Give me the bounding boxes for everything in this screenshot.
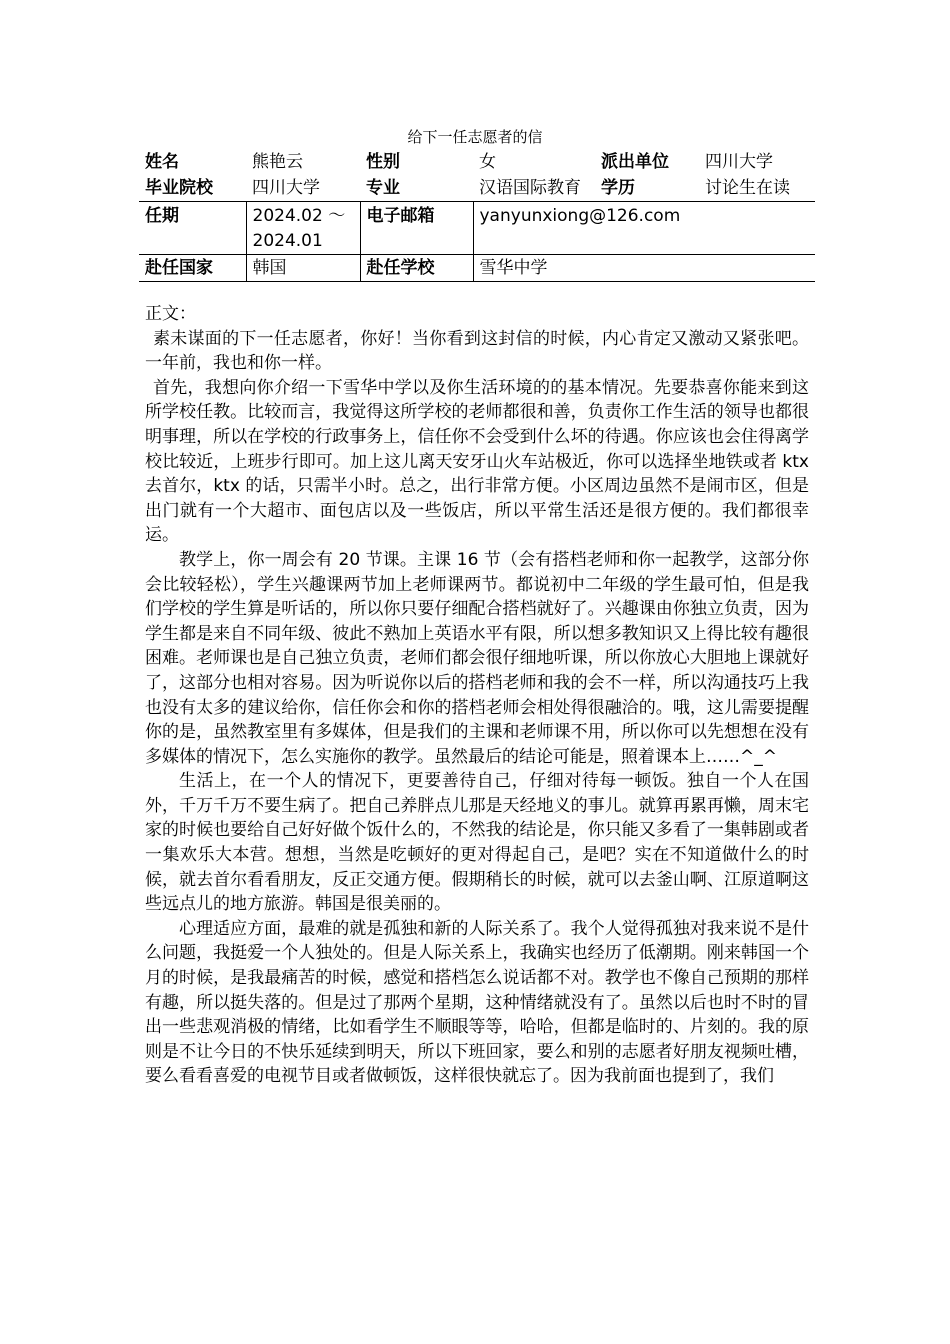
info-row-4: [139, 255, 815, 282]
name-value: 熊艳云: [252, 152, 303, 172]
letter-body: [145, 302, 809, 1089]
major-value: 汉语国际教育: [473, 175, 595, 202]
email-value: yanyunxiong@126.com: [473, 202, 815, 255]
info-row-1: [139, 149, 815, 175]
paragraph-greeting: 素未谋面的下一任志愿者，你好！当你看到这封信的时候，内心肯定又激动又紧张吧。一年前，我也和你一样。: [145, 328, 809, 374]
major-label: 专业: [360, 175, 473, 202]
paragraph-environment: 首先，我想向你介绍一下雪华中学以及你生活环境的的基本情况。先要恭喜你能来到这所学校任教。比较而言，我觉得这所学校的老师都很和善，负责你工作生活的领导也都很明事理，所以在学校的行政事务上，信任你不会受到什么坏的待遇。你应该也会住得离学校比较近，上班步行即可。加上这儿离天安牙山火车站极近，你可以选择坐地铁或者 ktx 去首尔，ktx 的话，只需半小时。总之，出行非常方便。小区周边虽然不是闹市区，但是出门就有一个大超市、面包店以及一些饭店，所以平常生活还是很方便的。我们都很幸运。: [145, 377, 809, 546]
gender-label: 性别: [366, 152, 400, 172]
country-label: 赴任国家: [139, 255, 246, 282]
term-start: 2024.02 ～: [252, 206, 346, 226]
post-school-value: 雪华中学: [473, 255, 815, 282]
gender-value: 女: [479, 152, 496, 172]
email-label: 电子邮箱: [360, 202, 473, 255]
school-value: 四川大学: [246, 175, 360, 202]
paragraph-life: 生活上，在一个人的情况下，更要善待自己，仔细对待每一顿饭。独自一个人在国外，千万千万不要生病了。把自己养胖点儿那是天经地义的事儿。就算再累再懒，周末宅家的时候也要给自己好好做个饭什么的，不然我的结论是，你只能又多看了一集韩剧或者一集欢乐大本营。想想，当然是吃顿好的更对得起自己，是吧？实在不知道做什么的时候，就去首尔看看朋友，反正交通方便。假期稍长的时候，就可以去釜山啊、江原道啊这些远点儿的地方旅游。韩国是很美丽的。: [145, 771, 809, 915]
info-row-3: [139, 202, 815, 255]
school-label: 毕业院校: [139, 175, 246, 202]
body-label: 正文：: [145, 304, 196, 324]
unit-value: 四川大学: [705, 152, 773, 172]
degree-value: 讨论生在读: [699, 175, 815, 202]
unit-label: 派出单位: [601, 152, 669, 172]
term-end: 2024.01: [252, 231, 323, 251]
volunteer-info-table: [139, 149, 815, 282]
letter-title: 给下一任志愿者的信: [407, 128, 543, 146]
post-school-label: 赴任学校: [360, 255, 473, 282]
paragraph-psychology: 心理适应方面，最难的就是孤独和新的人际关系了。我个人觉得孤独对我来说不是什么问题，我挺爱一个人独处的。但是人际关系上，我确实也经历了低潮期。刚来韩国一个月的时候，是我最痛苦的时候，感觉和搭档怎么说话都不对。教学也不像自己预期的那样有趣，所以挺失落的。但是过了那两个星期，这种情绪就没有了。虽然以后也时不时的冒出一些悲观消极的情绪，比如看学生不顺眼等等，哈哈，但都是临时的、片刻的。我的原则是不让今日的不快乐延续到明天，所以下班回家，要么和别的志愿者好朋友视频吐槽，要么看看喜爱的电视节目或者做顿饭，这样很快就忘了。因为我前面也提到了，我们: [145, 918, 809, 1087]
name-label: 姓名: [145, 152, 179, 172]
country-value: 韩国: [246, 255, 360, 282]
paragraph-teaching: 教学上，你一周会有 20 节课。主课 16 节（会有搭档老师和你一起教学，这部分你会比较轻松），学生兴趣课两节加上老师课两节。都说初中二年级的学生最可怕，但是我们学校的学生算是听话的，所以你只要仔细配合搭档就好了。兴趣课由你独立负责，因为学生都是来自不同年级、彼此不熟加上英语水平有限，所以想多教知识又上得比较有趣很困难。老师课也是自己独立负责，老师们都会很仔细地听课，所以你放心大胆地上课就好了，这部分也相对容易。因为听说你以后的搭档老师和我的会不一样，所以沟通技巧上我也没有太多的建议给你，信任你会和你的搭档老师会相处得很融洽的。哦，这儿需要提醒你的是，虽然教室里有多媒体，但是我们的主课和老师课不用，所以你可以先想想在没有多媒体的情况下，怎么实施你的教学。虽然最后的结论可能是，照着课本上……^_^: [145, 549, 809, 767]
term-label: 任期: [145, 206, 179, 226]
term-value: [246, 202, 360, 255]
degree-label: 学历: [595, 175, 699, 202]
info-row-2: [139, 175, 815, 202]
